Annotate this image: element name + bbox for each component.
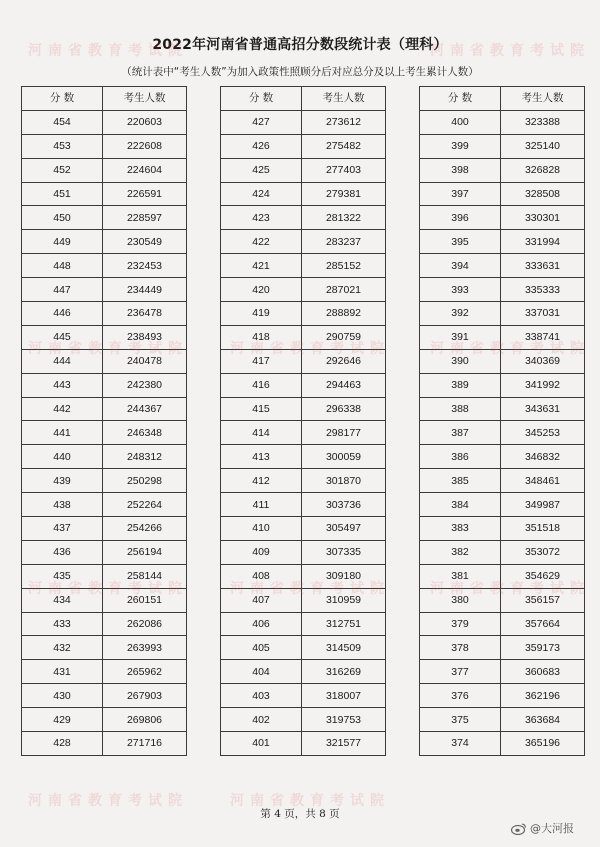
table-row xyxy=(221,158,386,182)
table-row xyxy=(420,278,585,302)
score-cell: 406 xyxy=(221,612,302,636)
watermark: 河南省教育考试院 xyxy=(430,581,590,597)
count-cell: 357664 xyxy=(501,612,585,636)
count-cell: 335333 xyxy=(501,278,585,302)
count-cell: 312751 xyxy=(302,612,386,636)
table-row xyxy=(22,732,187,756)
table-row xyxy=(221,182,386,206)
watermark: 河南省教育考试院 xyxy=(28,793,188,809)
table-row xyxy=(22,325,187,349)
score-cell: 427 xyxy=(221,110,302,134)
table-row xyxy=(221,421,386,445)
score-cell: 404 xyxy=(221,660,302,684)
table-row xyxy=(22,540,187,564)
score-cell: 386 xyxy=(420,445,501,469)
table-row xyxy=(221,254,386,278)
count-cell: 277403 xyxy=(302,158,386,182)
watermark: 河南省教育考试院 xyxy=(28,341,188,357)
count-cell: 260151 xyxy=(103,588,187,612)
score-tables xyxy=(0,86,600,766)
page-title: 2022年河南省普通高招分数段统计表（理科） xyxy=(152,37,448,53)
score-cell: 450 xyxy=(22,206,103,230)
score-cell: 430 xyxy=(22,684,103,708)
count-cell: 238493 xyxy=(103,325,187,349)
table-row xyxy=(221,110,386,134)
count-cell: 254266 xyxy=(103,517,187,541)
score-cell: 444 xyxy=(22,349,103,373)
score-cell: 453 xyxy=(22,134,103,158)
count-cell: 305497 xyxy=(302,517,386,541)
table-row xyxy=(22,254,187,278)
watermark: 河南省教育考试院 xyxy=(28,43,188,59)
table-row xyxy=(420,421,585,445)
count-cell: 348461 xyxy=(501,469,585,493)
score-cell: 375 xyxy=(420,708,501,732)
table-row xyxy=(22,660,187,684)
table-row xyxy=(420,445,585,469)
score-cell: 443 xyxy=(22,373,103,397)
table-row xyxy=(221,708,386,732)
score-cell: 384 xyxy=(420,493,501,517)
page-number: 第 4 页，共 8 页 xyxy=(260,808,340,820)
table-row xyxy=(420,254,585,278)
count-cell: 325140 xyxy=(501,134,585,158)
count-cell: 321577 xyxy=(302,732,386,756)
table-row xyxy=(221,540,386,564)
count-cell: 319753 xyxy=(302,708,386,732)
table-row xyxy=(22,684,187,708)
score-cell: 391 xyxy=(420,325,501,349)
count-cell: 228597 xyxy=(103,206,187,230)
count-cell: 246348 xyxy=(103,421,187,445)
table-row xyxy=(22,397,187,421)
table-row xyxy=(22,373,187,397)
table-row xyxy=(420,349,585,373)
score-cell: 385 xyxy=(420,469,501,493)
score-cell: 423 xyxy=(221,206,302,230)
count-cell: 248312 xyxy=(103,445,187,469)
table-row xyxy=(221,397,386,421)
score-cell: 442 xyxy=(22,397,103,421)
table-row xyxy=(22,230,187,254)
count-cell: 244367 xyxy=(103,397,187,421)
count-cell: 318007 xyxy=(302,684,386,708)
table-row xyxy=(22,588,187,612)
table-row xyxy=(22,564,187,588)
watermark: 河南省教育考试院 xyxy=(28,581,188,597)
count-cell: 262086 xyxy=(103,612,187,636)
score-table-2 xyxy=(220,86,386,756)
table-row xyxy=(22,182,187,206)
table-row xyxy=(221,732,386,756)
table-row xyxy=(420,206,585,230)
count-cell: 310959 xyxy=(302,588,386,612)
table-row xyxy=(221,660,386,684)
score-cell: 389 xyxy=(420,373,501,397)
table-row xyxy=(221,302,386,326)
count-cell: 301870 xyxy=(302,469,386,493)
score-cell: 393 xyxy=(420,278,501,302)
table-row xyxy=(22,708,187,732)
score-cell: 441 xyxy=(22,421,103,445)
count-cell: 279381 xyxy=(302,182,386,206)
count-cell: 267903 xyxy=(103,684,187,708)
count-cell: 252264 xyxy=(103,493,187,517)
table-row xyxy=(22,349,187,373)
source-label: @大河报 xyxy=(530,822,574,835)
count-cell: 345253 xyxy=(501,421,585,445)
score-cell: 395 xyxy=(420,230,501,254)
count-cell: 292646 xyxy=(302,349,386,373)
count-cell: 337031 xyxy=(501,302,585,326)
count-cell: 316269 xyxy=(302,660,386,684)
score-cell: 407 xyxy=(221,588,302,612)
table-row xyxy=(420,517,585,541)
count-cell: 294463 xyxy=(302,373,386,397)
score-cell: 390 xyxy=(420,349,501,373)
count-cell: 234449 xyxy=(103,278,187,302)
table-row xyxy=(420,660,585,684)
count-cell: 224604 xyxy=(103,158,187,182)
score-cell: 449 xyxy=(22,230,103,254)
score-cell: 414 xyxy=(221,421,302,445)
count-cell: 303736 xyxy=(302,493,386,517)
score-cell: 398 xyxy=(420,158,501,182)
table-row xyxy=(22,421,187,445)
table-row xyxy=(221,206,386,230)
table-row xyxy=(420,110,585,134)
table-row xyxy=(221,636,386,660)
count-cell: 220603 xyxy=(103,110,187,134)
count-cell: 351518 xyxy=(501,517,585,541)
table-row xyxy=(22,636,187,660)
watermark: 河南省教育考试院 xyxy=(230,341,390,357)
table-row xyxy=(221,445,386,469)
table-row xyxy=(221,588,386,612)
count-cell: 242380 xyxy=(103,373,187,397)
score-cell: 446 xyxy=(22,302,103,326)
column-header-count: 考生人数 xyxy=(302,87,386,111)
score-cell: 451 xyxy=(22,182,103,206)
count-cell: 362196 xyxy=(501,684,585,708)
count-cell: 250298 xyxy=(103,469,187,493)
table-row xyxy=(420,373,585,397)
score-cell: 405 xyxy=(221,636,302,660)
watermark: 河南省教育考试院 xyxy=(430,341,590,357)
table-row xyxy=(221,684,386,708)
score-cell: 447 xyxy=(22,278,103,302)
score-cell: 454 xyxy=(22,110,103,134)
score-cell: 411 xyxy=(221,493,302,517)
score-cell: 437 xyxy=(22,517,103,541)
table-row xyxy=(22,206,187,230)
count-cell: 232453 xyxy=(103,254,187,278)
table-row xyxy=(221,349,386,373)
count-cell: 331994 xyxy=(501,230,585,254)
count-cell: 323388 xyxy=(501,110,585,134)
count-cell: 265962 xyxy=(103,660,187,684)
table-row xyxy=(420,708,585,732)
table-row xyxy=(420,684,585,708)
weibo-icon xyxy=(511,822,527,835)
score-cell: 409 xyxy=(221,540,302,564)
score-cell: 382 xyxy=(420,540,501,564)
count-cell: 326828 xyxy=(501,158,585,182)
count-cell: 263993 xyxy=(103,636,187,660)
count-cell: 290759 xyxy=(302,325,386,349)
table-row xyxy=(22,517,187,541)
table-row xyxy=(420,325,585,349)
count-cell: 271716 xyxy=(103,732,187,756)
score-cell: 397 xyxy=(420,182,501,206)
table-row xyxy=(420,612,585,636)
count-cell: 230549 xyxy=(103,230,187,254)
table-row xyxy=(420,230,585,254)
score-cell: 424 xyxy=(221,182,302,206)
watermark: 河南省教育考试院 xyxy=(430,43,590,59)
count-cell: 283237 xyxy=(302,230,386,254)
count-cell: 240478 xyxy=(103,349,187,373)
count-cell: 309180 xyxy=(302,564,386,588)
score-cell: 415 xyxy=(221,397,302,421)
count-cell: 353072 xyxy=(501,540,585,564)
source-credit xyxy=(511,820,574,836)
count-cell: 269806 xyxy=(103,708,187,732)
table-row xyxy=(22,158,187,182)
score-cell: 445 xyxy=(22,325,103,349)
score-cell: 418 xyxy=(221,325,302,349)
count-cell: 300059 xyxy=(302,445,386,469)
table-row xyxy=(420,469,585,493)
score-cell: 374 xyxy=(420,732,501,756)
score-cell: 425 xyxy=(221,158,302,182)
score-cell: 400 xyxy=(420,110,501,134)
score-cell: 379 xyxy=(420,612,501,636)
table-row xyxy=(221,517,386,541)
score-cell: 399 xyxy=(420,134,501,158)
count-cell: 349987 xyxy=(501,493,585,517)
count-cell: 256194 xyxy=(103,540,187,564)
score-cell: 388 xyxy=(420,397,501,421)
table-row xyxy=(221,612,386,636)
page-subtitle: （统计表中“考生人数”为加入政策性照顾分后对应总分及以上考生累计人数） xyxy=(121,66,479,78)
table-row xyxy=(22,278,187,302)
count-cell: 222608 xyxy=(103,134,187,158)
score-cell: 378 xyxy=(420,636,501,660)
column-header-score: 分 数 xyxy=(420,87,501,111)
score-cell: 422 xyxy=(221,230,302,254)
column-header-score: 分 数 xyxy=(221,87,302,111)
score-cell: 436 xyxy=(22,540,103,564)
count-cell: 281322 xyxy=(302,206,386,230)
count-cell: 288892 xyxy=(302,302,386,326)
score-cell: 408 xyxy=(221,564,302,588)
score-cell: 377 xyxy=(420,660,501,684)
count-cell: 346832 xyxy=(501,445,585,469)
count-cell: 330301 xyxy=(501,206,585,230)
watermark: 河南省教育考试院 xyxy=(230,581,390,597)
table-row xyxy=(221,134,386,158)
table-row xyxy=(420,732,585,756)
score-cell: 417 xyxy=(221,349,302,373)
score-cell: 432 xyxy=(22,636,103,660)
table-row xyxy=(420,134,585,158)
score-cell: 421 xyxy=(221,254,302,278)
score-cell: 434 xyxy=(22,588,103,612)
score-cell: 439 xyxy=(22,469,103,493)
score-table-1 xyxy=(21,86,187,756)
table-row xyxy=(22,445,187,469)
count-cell: 340369 xyxy=(501,349,585,373)
count-cell: 356157 xyxy=(501,588,585,612)
table-row xyxy=(420,158,585,182)
score-cell: 387 xyxy=(420,421,501,445)
score-cell: 429 xyxy=(22,708,103,732)
table-row xyxy=(221,469,386,493)
count-cell: 338741 xyxy=(501,325,585,349)
score-cell: 420 xyxy=(221,278,302,302)
count-cell: 360683 xyxy=(501,660,585,684)
score-cell: 428 xyxy=(22,732,103,756)
count-cell: 307335 xyxy=(302,540,386,564)
score-cell: 403 xyxy=(221,684,302,708)
table-row xyxy=(221,278,386,302)
score-cell: 426 xyxy=(221,134,302,158)
table-row xyxy=(22,612,187,636)
count-cell: 314509 xyxy=(302,636,386,660)
watermark: 河南省教育考试院 xyxy=(230,793,390,809)
count-cell: 359173 xyxy=(501,636,585,660)
count-cell: 296338 xyxy=(302,397,386,421)
count-cell: 328508 xyxy=(501,182,585,206)
score-cell: 431 xyxy=(22,660,103,684)
count-cell: 275482 xyxy=(302,134,386,158)
column-header-count: 考生人数 xyxy=(501,87,585,111)
score-cell: 381 xyxy=(420,564,501,588)
score-cell: 392 xyxy=(420,302,501,326)
column-header-count: 考生人数 xyxy=(103,87,187,111)
table-row xyxy=(420,588,585,612)
table-row xyxy=(420,493,585,517)
table-row xyxy=(22,134,187,158)
score-cell: 412 xyxy=(221,469,302,493)
table-row xyxy=(420,540,585,564)
score-cell: 438 xyxy=(22,493,103,517)
count-cell: 341992 xyxy=(501,373,585,397)
table-row xyxy=(420,636,585,660)
score-cell: 396 xyxy=(420,206,501,230)
count-cell: 298177 xyxy=(302,421,386,445)
count-cell: 354629 xyxy=(501,564,585,588)
count-cell: 285152 xyxy=(302,254,386,278)
score-cell: 435 xyxy=(22,564,103,588)
table-row xyxy=(420,302,585,326)
table-row xyxy=(221,373,386,397)
score-cell: 401 xyxy=(221,732,302,756)
table-row xyxy=(221,230,386,254)
table-row xyxy=(420,182,585,206)
score-cell: 416 xyxy=(221,373,302,397)
score-cell: 413 xyxy=(221,445,302,469)
score-cell: 394 xyxy=(420,254,501,278)
score-cell: 376 xyxy=(420,684,501,708)
score-cell: 440 xyxy=(22,445,103,469)
score-table-3 xyxy=(419,86,585,756)
score-cell: 410 xyxy=(221,517,302,541)
score-cell: 452 xyxy=(22,158,103,182)
score-cell: 402 xyxy=(221,708,302,732)
count-cell: 287021 xyxy=(302,278,386,302)
table-row xyxy=(221,325,386,349)
table-row xyxy=(22,469,187,493)
table-row xyxy=(22,110,187,134)
column-header-score: 分 数 xyxy=(22,87,103,111)
score-cell: 433 xyxy=(22,612,103,636)
table-row xyxy=(221,564,386,588)
count-cell: 226591 xyxy=(103,182,187,206)
count-cell: 333631 xyxy=(501,254,585,278)
count-cell: 236478 xyxy=(103,302,187,326)
table-row xyxy=(22,493,187,517)
score-cell: 380 xyxy=(420,588,501,612)
score-cell: 419 xyxy=(221,302,302,326)
count-cell: 365196 xyxy=(501,732,585,756)
table-row xyxy=(22,302,187,326)
table-row xyxy=(420,397,585,421)
count-cell: 343631 xyxy=(501,397,585,421)
score-cell: 448 xyxy=(22,254,103,278)
score-cell: 383 xyxy=(420,517,501,541)
table-row xyxy=(420,564,585,588)
count-cell: 273612 xyxy=(302,110,386,134)
count-cell: 258144 xyxy=(103,564,187,588)
table-row xyxy=(221,493,386,517)
count-cell: 363684 xyxy=(501,708,585,732)
